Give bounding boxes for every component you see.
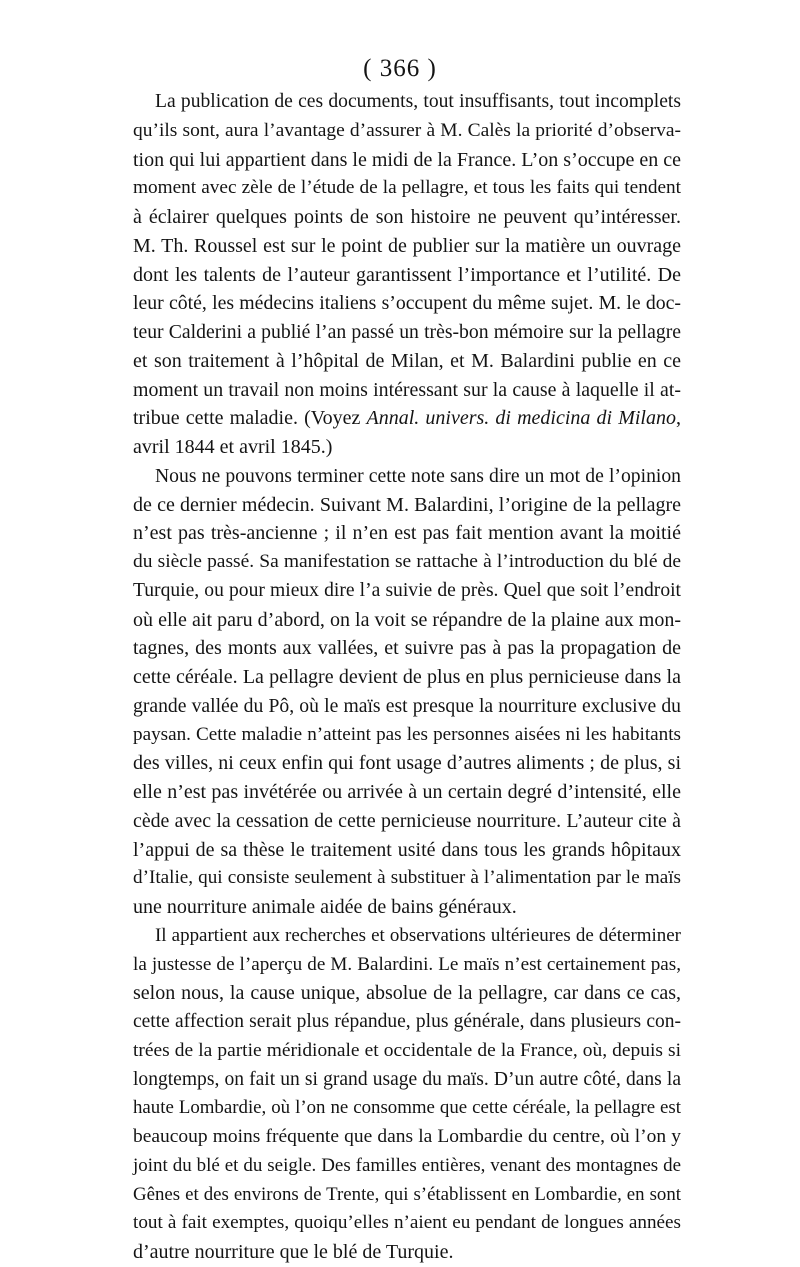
- text-line: M. Th. Roussel est sur le point de publier sur la matière un ouvrage: [133, 234, 681, 257]
- paragraph-3: [133, 922, 681, 1267]
- text-line: cette céréale. La pellagre devient de plus en plus pernicieuse dans la: [133, 666, 681, 688]
- text-line: joint du blé et du seigle. Des familles entières, venant des montagnes de: [133, 1154, 681, 1176]
- text-line: tout à fait exemptes, quoiqu’elles n’aient eu pendant de longues années: [133, 1212, 681, 1234]
- text-line: Gênes et des environs de Trente, qui s’établissent en Lombardie, en sont: [133, 1183, 681, 1205]
- citation-suffix: ,: [676, 407, 681, 430]
- text-line: grande vallée du Pô, où le maïs est presque la nourriture exclusive du: [133, 694, 681, 717]
- text-line: des villes, ni ceux enfin qui font usage d’autres aliments ; de plus, si: [133, 752, 681, 775]
- text-line: beaucoup moins fréquente que dans la Lombardie du centre, où l’on y: [133, 1126, 681, 1147]
- paragraph-2: [133, 462, 681, 922]
- body-text: [133, 88, 681, 1267]
- text-line: leur côté, les médecins italiens s’occupent du même sujet. M. le doc-: [133, 292, 681, 315]
- text-line: avril 1844 et avril 1845.): [133, 436, 333, 458]
- text-line: n’est pas très-ancienne ; il n’en est pas fait mention avant la moitié: [133, 522, 681, 545]
- text-line: teur Calderini a publié l’an passé un très-bon mémoire sur la pellagre: [133, 321, 681, 343]
- paragraph-1: [133, 88, 681, 462]
- text-line: où elle ait paru d’abord, on la voit se répandre de la plaine aux mon-: [133, 608, 681, 631]
- text-line: La publication de ces documents, tout insuffisants, tout incomplets: [155, 91, 681, 112]
- text-line: moment un travail non moins intéressant sur la cause à laquelle il at-: [133, 378, 681, 401]
- page-number: ( 366 ): [363, 55, 437, 82]
- text-line: Turquie, ou pour mieux dire l’a suivie de près. Quel que soit l’endroit: [133, 579, 681, 601]
- text-line: la justesse de l’aperçu de M. Balardini. Le maïs n’est certainement pas,: [133, 953, 681, 975]
- text-line: du siècle passé. Sa manifestation se rattache à l’introduction du blé de: [133, 551, 681, 572]
- text-line: dont les talents de l’auteur garantissent l’importance et l’utilité. De: [133, 263, 681, 286]
- citation-prefix: tribue cette maladie. (Voyez: [133, 407, 367, 430]
- text-line: selon nous, la cause unique, absolue de la pellagre, car dans ce cas,: [133, 982, 681, 1005]
- text-line: d’autre nourriture que le blé de Turquie.: [133, 1241, 454, 1263]
- text-line: trées de la partie méridionale et occidentale de la France, où, depuis si: [133, 1039, 681, 1061]
- text-line: à éclairer quelques points de son histoire ne peuvent qu’intéresser.: [133, 206, 681, 228]
- text-line: cède avec la cessation de cette pernicieuse nourriture. L’auteur cite à: [133, 809, 681, 832]
- text-line: paysan. Cette maladie n’atteint pas les personnes aisées ni les habitants: [133, 723, 681, 745]
- text-line: haute Lombardie, où l’on ne consomme que cette céréale, la pellagre est: [133, 1097, 681, 1119]
- text-line: elle n’est pas invétérée ou arrivée à un certain degré d’intensité, elle: [133, 781, 681, 803]
- text-line: tagnes, des monts aux vallées, et suivre pas à pas la propagation de: [133, 637, 681, 660]
- text-line: et son traitement à l’hôpital de Milan, et M. Balardini publie en ce: [133, 349, 681, 372]
- text-line: qu’ils sont, aura l’avantage d’assurer à M. Calès la priorité d’observa-: [133, 119, 681, 141]
- text-line: Il appartient aux recherches et observations ultérieures de déterminer: [155, 924, 681, 946]
- text-line: une nourriture animale aidée de bains généraux.: [133, 896, 517, 918]
- text-line: tion qui lui appartient dans le midi de la France. L’on s’occupe en ce: [133, 148, 681, 171]
- text-line: de ce dernier médecin. Suivant M. Balardini, l’origine de la pellagre: [133, 493, 681, 516]
- text-line: moment avec zèle de l’étude de la pellagre, et tous les faits qui tendent: [133, 177, 681, 199]
- text-line: cette affection serait plus répandue, plus générale, dans plusieurs con-: [133, 1011, 681, 1032]
- citation-line: [133, 404, 681, 433]
- journal-title: Annal. univers. di medicina di Milano: [366, 407, 676, 430]
- text-line: d’Italie, qui consiste seulement à substituer à l’alimentation par le maïs: [133, 867, 681, 889]
- text-line: Nous ne pouvons terminer cette note sans dire un mot de l’opinion: [155, 464, 681, 487]
- text-line: l’appui de sa thèse le traitement usité dans tous les grands hôpitaux: [133, 838, 681, 861]
- text-line: longtemps, on fait un si grand usage du maïs. D’un autre côté, dans la: [133, 1068, 681, 1090]
